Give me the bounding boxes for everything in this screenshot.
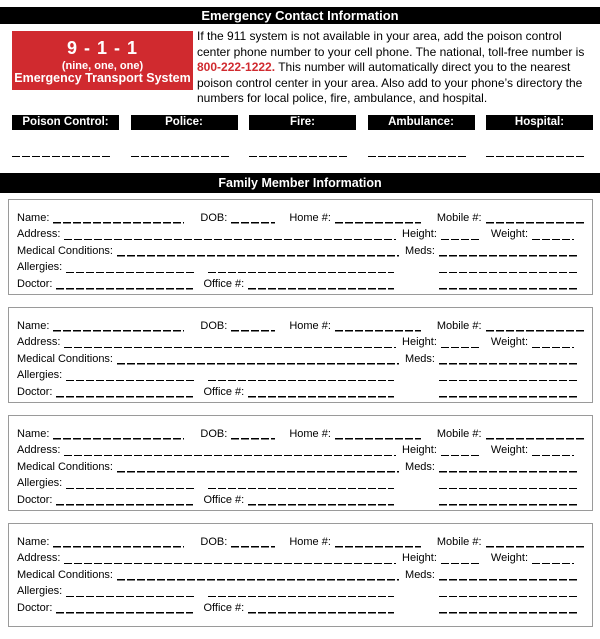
office-phone-label: Office #:: [203, 601, 245, 614]
member-row-name: [17, 424, 584, 441]
allergies-write-line: [66, 262, 194, 273]
poison-control-label-bar: Poison Control:: [12, 115, 119, 130]
height-label: Height:: [402, 228, 437, 241]
hospital-write-line: [486, 147, 593, 158]
weight-label: Weight:: [490, 552, 528, 565]
member-row-medical: [17, 241, 584, 258]
family-member-block: [8, 307, 593, 403]
nine-one-one-box: [12, 31, 193, 90]
weight-label: Weight:: [490, 228, 528, 241]
allergies-label: Allergies:: [17, 585, 63, 598]
medical-conditions-label: Medical Conditions:: [17, 244, 113, 257]
medical-conditions-write-line: [117, 570, 399, 581]
doctor-label: Doctor:: [17, 385, 53, 398]
mobile-phone-write-line: [486, 429, 584, 440]
home-phone-label: Home #:: [289, 427, 331, 440]
height-label: Height:: [402, 444, 437, 457]
address-write-line: [64, 337, 396, 348]
mobile-phone-label: Mobile #:: [436, 535, 482, 548]
meds-continuation-line-2: [439, 603, 578, 614]
allergies-label: Allergies:: [17, 369, 63, 382]
doctor-write-line: [56, 495, 193, 506]
weight-write-line: [532, 337, 574, 348]
medical-conditions-write-line: [117, 354, 399, 365]
allergies-continuation-line: [208, 370, 394, 381]
poison-control-write-line: [12, 147, 119, 158]
member-row-medical: [17, 457, 584, 474]
police-label-bar: Police:: [131, 115, 238, 130]
medical-conditions-write-line: [117, 462, 399, 473]
meds-label: Meds:: [405, 352, 435, 365]
office-phone-label: Office #:: [203, 493, 245, 506]
meds-label: Meds:: [405, 460, 435, 473]
member-row-name: [17, 208, 584, 225]
allergies-label: Allergies:: [17, 477, 63, 490]
family-section-title: Family Member Information: [218, 176, 382, 190]
mobile-phone-write-line: [486, 213, 584, 224]
meds-continuation-line-2: [439, 387, 578, 398]
home-phone-write-line: [335, 321, 421, 332]
allergies-continuation-line: [208, 586, 394, 597]
member-row-doctor: [17, 598, 584, 615]
family-member-block: [8, 523, 593, 627]
dob-label: DOB:: [200, 427, 228, 440]
meds-continuation-line-2: [439, 495, 578, 506]
allergies-label: Allergies:: [17, 261, 63, 274]
nine-one-one-subtitle: (nine, one, one): [61, 59, 144, 72]
height-label: Height:: [402, 336, 437, 349]
meds-continuation-line-1: [439, 370, 578, 381]
weight-label: Weight:: [490, 444, 528, 457]
home-phone-label: Home #:: [289, 535, 331, 548]
dob-write-line: [231, 321, 275, 332]
weight-label: Weight:: [490, 336, 528, 349]
mobile-phone-write-line: [486, 321, 584, 332]
office-phone-label: Office #:: [203, 385, 245, 398]
mobile-phone-label: Mobile #:: [436, 427, 482, 440]
height-write-line: [441, 553, 479, 564]
office-phone-write-line: [248, 603, 394, 614]
height-write-line: [441, 445, 479, 456]
dob-write-line: [231, 429, 275, 440]
family-blocks: [8, 199, 593, 639]
weight-write-line: [532, 445, 574, 456]
meds-continuation-line-1: [439, 478, 578, 489]
family-member-block: [8, 415, 593, 511]
home-phone-write-line: [335, 213, 421, 224]
hospital-label-bar: Hospital:: [486, 115, 593, 130]
name-write-line: [53, 537, 184, 548]
name-write-line: [53, 213, 184, 224]
contact-label-bars: [12, 115, 593, 130]
address-label: Address:: [17, 552, 61, 565]
family-member-block: [8, 199, 593, 295]
member-row-doctor: [17, 490, 584, 507]
fire-label-bar: Fire:: [249, 115, 356, 130]
address-label: Address:: [17, 228, 61, 241]
address-label: Address:: [17, 444, 61, 457]
member-row-medical: [17, 565, 584, 582]
name-label: Name:: [17, 319, 50, 332]
ambulance-write-line: [368, 147, 475, 158]
member-row-medical: [17, 349, 584, 366]
intro-text-before: If the 911 system is not available in your area, add the poison control center phone number to your cell phone. The national, toll-free number is: [197, 29, 585, 59]
dob-label: DOB:: [200, 535, 228, 548]
dob-label: DOB:: [200, 211, 228, 224]
doctor-write-line: [56, 279, 193, 290]
name-label: Name:: [17, 535, 50, 548]
meds-write-line: [439, 246, 578, 257]
meds-write-line: [439, 354, 578, 365]
nine-one-one-number: 9 - 1 - 1: [66, 37, 139, 58]
member-row-allergies: [17, 582, 584, 599]
name-label: Name:: [17, 211, 50, 224]
police-write-line: [131, 147, 238, 158]
member-row-allergies: [17, 474, 584, 491]
office-phone-label: Office #:: [203, 277, 245, 290]
member-row-address: [17, 441, 584, 458]
poison-phone-number: 800-222-1222.: [197, 60, 276, 74]
member-row-allergies: [17, 366, 584, 383]
nine-one-one-caption: Emergency Transport System: [14, 70, 191, 85]
dob-write-line: [231, 213, 275, 224]
home-phone-label: Home #:: [289, 211, 331, 224]
doctor-label: Doctor:: [17, 601, 53, 614]
fire-write-line: [249, 147, 356, 158]
meds-continuation-line-2: [439, 279, 578, 290]
allergies-write-line: [66, 478, 194, 489]
meds-write-line: [439, 462, 578, 473]
allergies-continuation-line: [208, 262, 394, 273]
medical-conditions-label: Medical Conditions:: [17, 352, 113, 365]
page-title: Emergency Contact Information: [201, 8, 399, 23]
meds-write-line: [439, 570, 578, 581]
ambulance-label-bar: Ambulance:: [368, 115, 475, 130]
height-label: Height:: [402, 552, 437, 565]
intro-text-after: This number will automatically direct you to the nearest poison control center in your area. Also add to your phone’s directory the numbers for local police, fire, ambulance, and hospital.: [197, 60, 583, 105]
mobile-phone-write-line: [486, 537, 584, 548]
medical-conditions-label: Medical Conditions:: [17, 568, 113, 581]
name-label: Name:: [17, 427, 50, 440]
address-label: Address:: [17, 336, 61, 349]
weight-write-line: [532, 553, 574, 564]
name-write-line: [53, 429, 184, 440]
name-write-line: [53, 321, 184, 332]
meds-continuation-line-1: [439, 586, 578, 597]
doctor-label: Doctor:: [17, 493, 53, 506]
medical-conditions-write-line: [117, 246, 399, 257]
mobile-phone-label: Mobile #:: [436, 211, 482, 224]
address-write-line: [64, 229, 396, 240]
height-write-line: [441, 337, 479, 348]
member-row-allergies: [17, 258, 584, 275]
home-phone-write-line: [335, 537, 421, 548]
home-phone-write-line: [335, 429, 421, 440]
dob-label: DOB:: [200, 319, 228, 332]
medical-conditions-label: Medical Conditions:: [17, 460, 113, 473]
meds-continuation-line-1: [439, 262, 578, 273]
allergies-write-line: [66, 586, 194, 597]
member-row-name: [17, 316, 584, 333]
office-phone-write-line: [248, 279, 394, 290]
home-phone-label: Home #:: [289, 319, 331, 332]
doctor-write-line: [56, 387, 193, 398]
emergency-contact-header-bar: [0, 7, 600, 24]
height-write-line: [441, 229, 479, 240]
weight-write-line: [532, 229, 574, 240]
member-row-doctor: [17, 274, 584, 291]
member-row-address: [17, 225, 584, 242]
doctor-label: Doctor:: [17, 277, 53, 290]
meds-label: Meds:: [405, 244, 435, 257]
office-phone-write-line: [248, 387, 394, 398]
doctor-write-line: [56, 603, 193, 614]
intro-paragraph: [197, 29, 593, 107]
mobile-phone-label: Mobile #:: [436, 319, 482, 332]
member-row-name: [17, 532, 584, 549]
meds-label: Meds:: [405, 568, 435, 581]
member-row-address: [17, 333, 584, 350]
family-member-header-bar: [0, 173, 600, 193]
address-write-line: [64, 553, 396, 564]
contact-write-lines: [12, 147, 593, 158]
dob-write-line: [231, 537, 275, 548]
address-write-line: [64, 445, 396, 456]
allergies-continuation-line: [208, 478, 394, 489]
allergies-write-line: [66, 370, 194, 381]
member-row-address: [17, 549, 584, 566]
office-phone-write-line: [248, 495, 394, 506]
member-row-doctor: [17, 382, 584, 399]
